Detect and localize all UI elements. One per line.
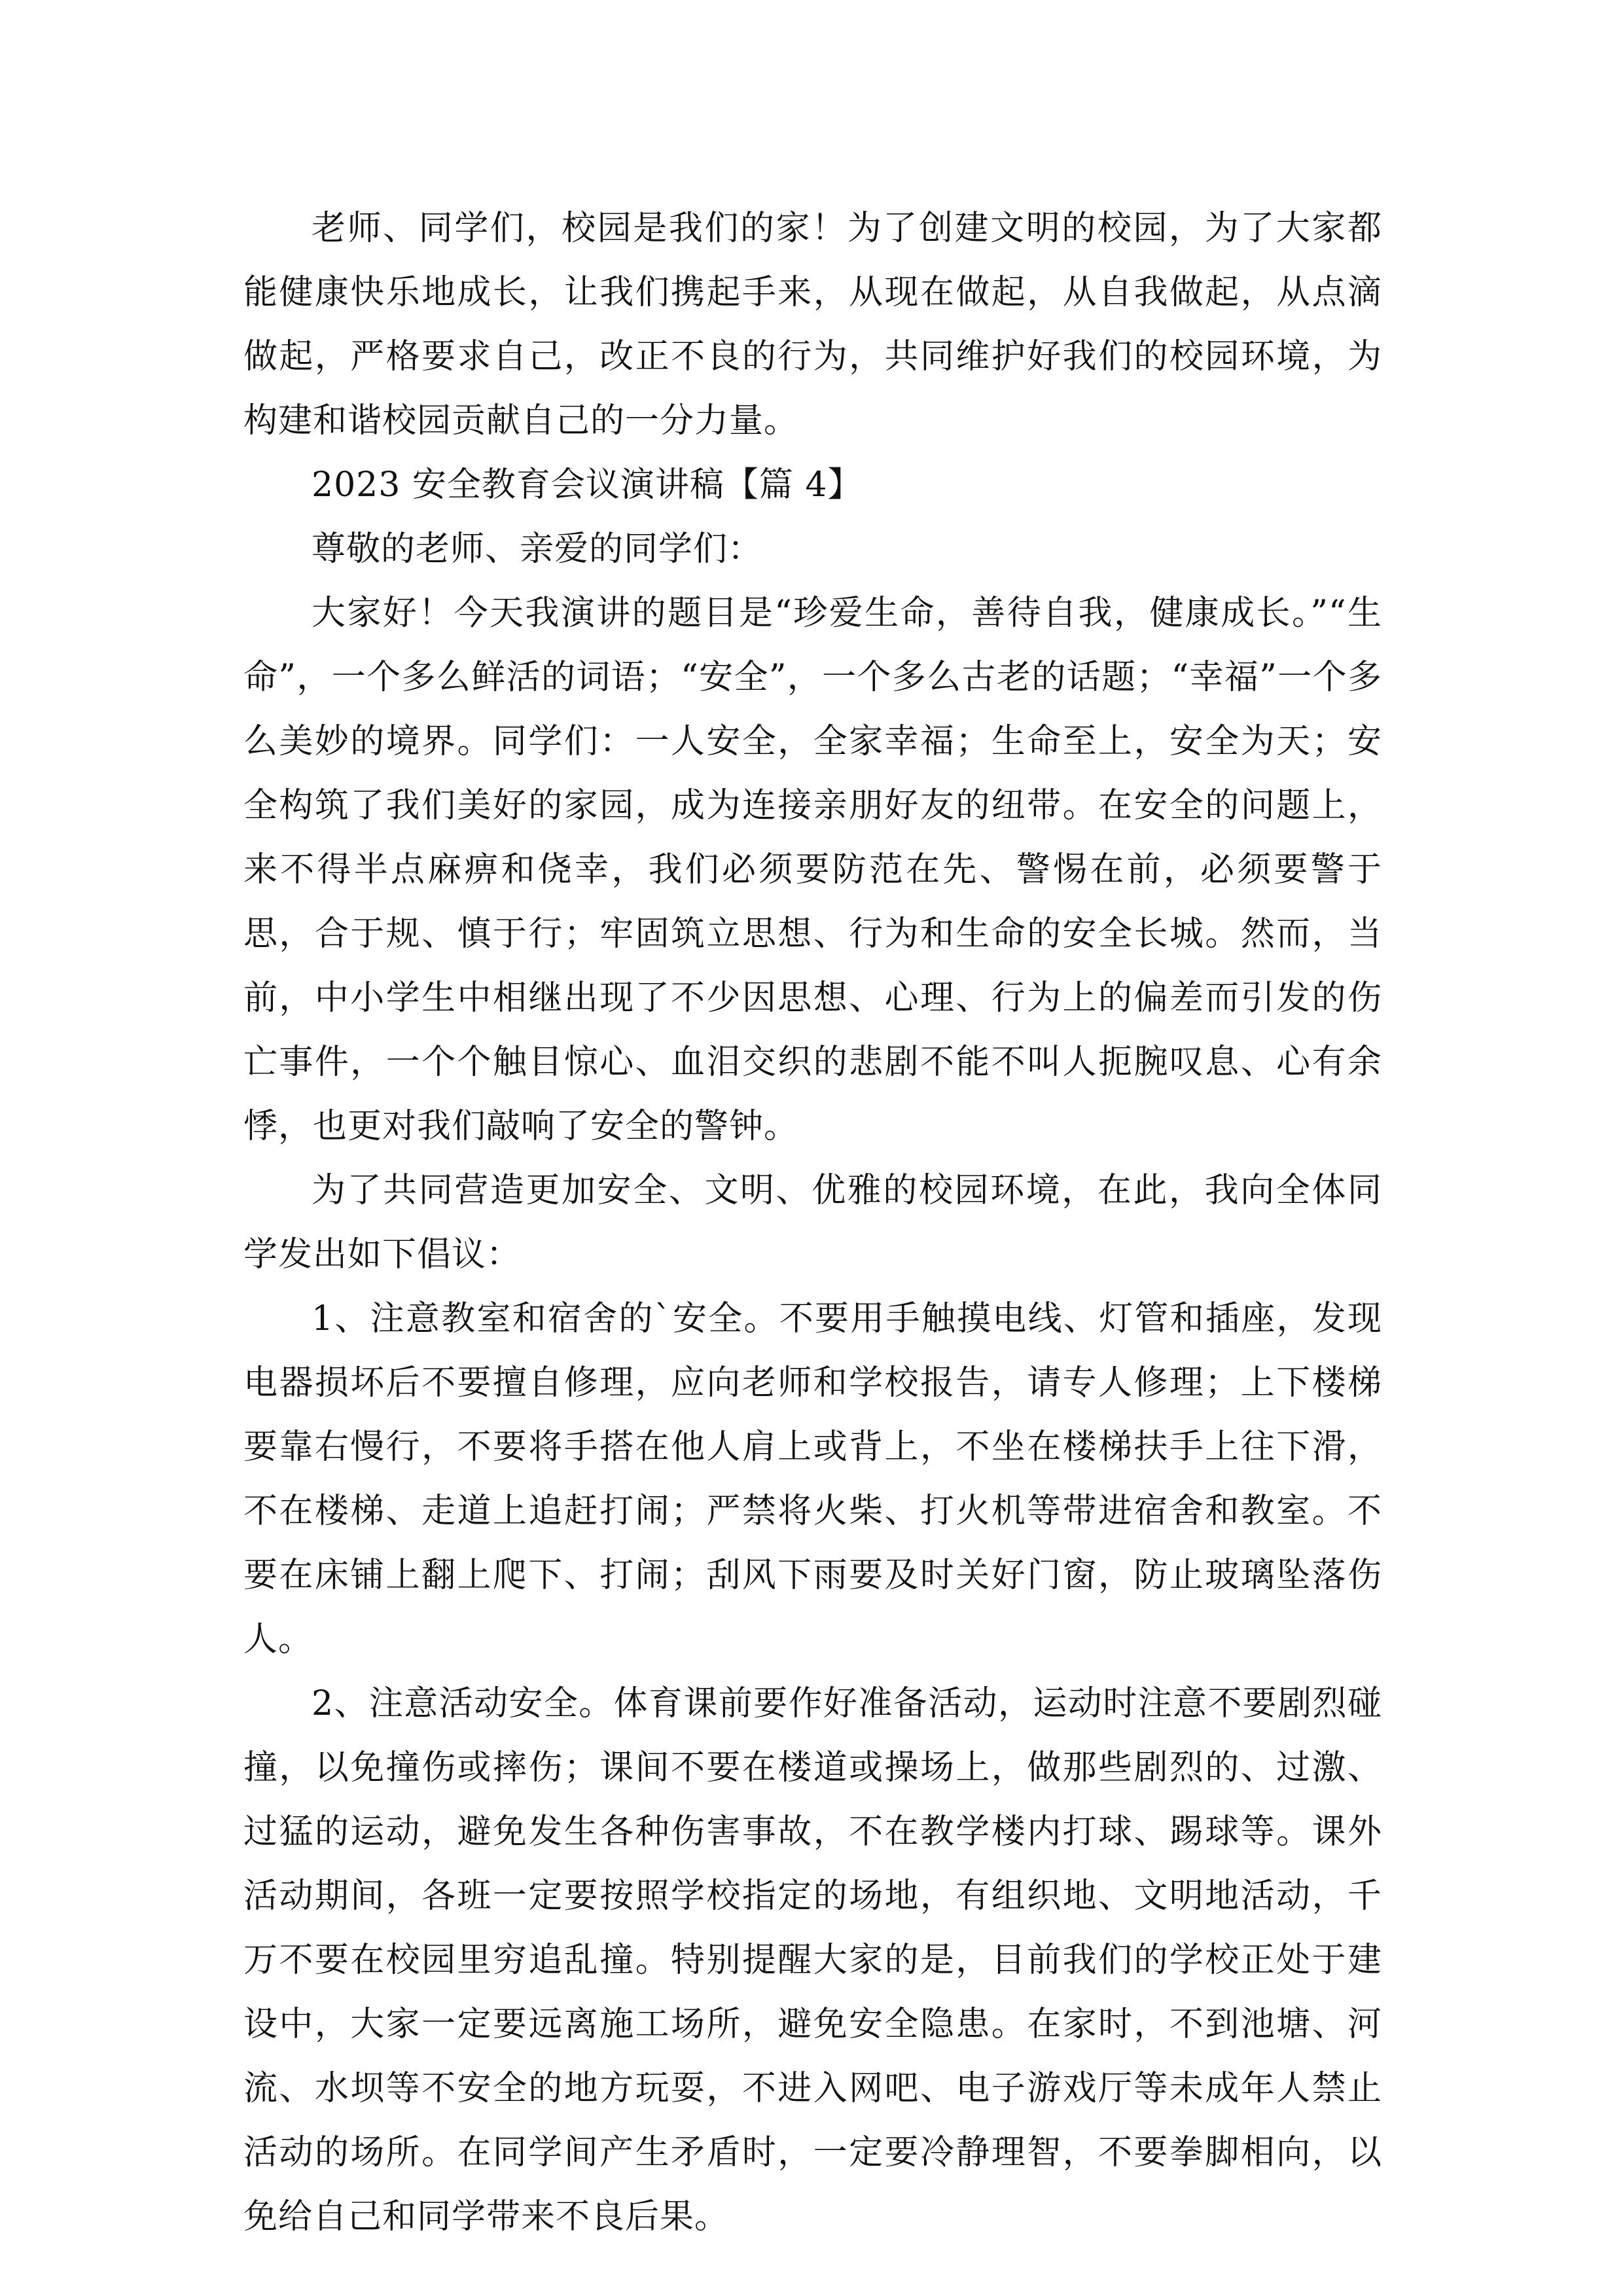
- section-heading: 2023 安全教育会议演讲稿【篇 4】: [312, 465, 863, 505]
- paragraph-item-2: 2、注意活动安全。体育课前要作好准备活动，运动时注意不要剧烈碰撞，以免撞伤或摔伤；课间不要在楼道或操场上，做那些剧烈的、过激、过猛的运动，避免发生各种伤害事故，不在教学楼内打球、踢球等。课外活动期间，各班一定要按照学校指定的场地，有组织地、文明地活动，千万不要在校园里穷追乱撞。特别提醒大家的是，目前我们的学校正处于建设中，大家一定要远离施工场所，避免安全隐患。在家时，不到池塘、河流、水坝等不安全的地方玩耍，不进入网吧、电子游戏厅等未成年人禁止活动的场所。在同学间产生矛盾时，一定要冷静理智，不要拳脚相向，以免给自己和同学带来不良后果。: [243, 1684, 1382, 2236]
- paragraph-introduction: 大家好！今天我演讲的题目是“珍爱生命，善待自我，健康成长。”“生命”，一个多么鲜活的词语；“安全”，一个多么古老的话题；“幸福”一个多么美妙的境界。同学们：一人安全，全家幸福；生命至上，安全为天；安全构筑了我们美好的家园，成为连接亲朋好友的纽带。在安全的问题上，来不得半点麻痹和侥幸，我们必须要防范在先、警惕在前，必须要警于思，合于规、慎于行；牢固筑立思想、行为和生命的安全长城。然而，当前，中小学生中相继出现了不少因思想、心理、行为上的偏差而引发的伤亡事件，一个个触目惊心、血泪交织的悲剧不能不叫人扼腕叹息、心有余悸，也更对我们敲响了安全的警钟。: [243, 594, 1382, 1146]
- paragraph-closing-appeal: 老师、同学们，校园是我们的家！为了创建文明的校园，为了大家都能健康快乐地成长，让我们携起手来，从现在做起，从自我做起，从点滴做起，严格要求自己，改正不良的行为，共同维护好我们的校园环境，为构建和谐校园贡献自己的一分力量。: [243, 209, 1382, 440]
- paragraph-proposal-intro: 为了共同营造更加安全、文明、优雅的校园环境，在此，我向全体同学发出如下倡议：: [243, 1171, 1382, 1274]
- document-body: [243, 196, 1382, 2249]
- salutation: 尊敬的老师、亲爱的同学们：: [312, 529, 763, 569]
- paragraph-item-1: 1、注意教室和宿舍的`安全。不要用手触摸电线、灯管和插座，发现电器损坏后不要擅自修理，应向老师和学校报告，请专人修理；上下楼梯要靠右慢行，不要将手搭在他人肩上或背上，不坐在楼梯扶手上往下滑，不在楼梯、走道上追赶打闹；严禁将火柴、打火机等带进宿舍和教室。不要在床铺上翻上爬下、打闹；刮风下雨要及时关好门窗，防止玻璃坠落伤人。: [243, 1299, 1382, 1659]
